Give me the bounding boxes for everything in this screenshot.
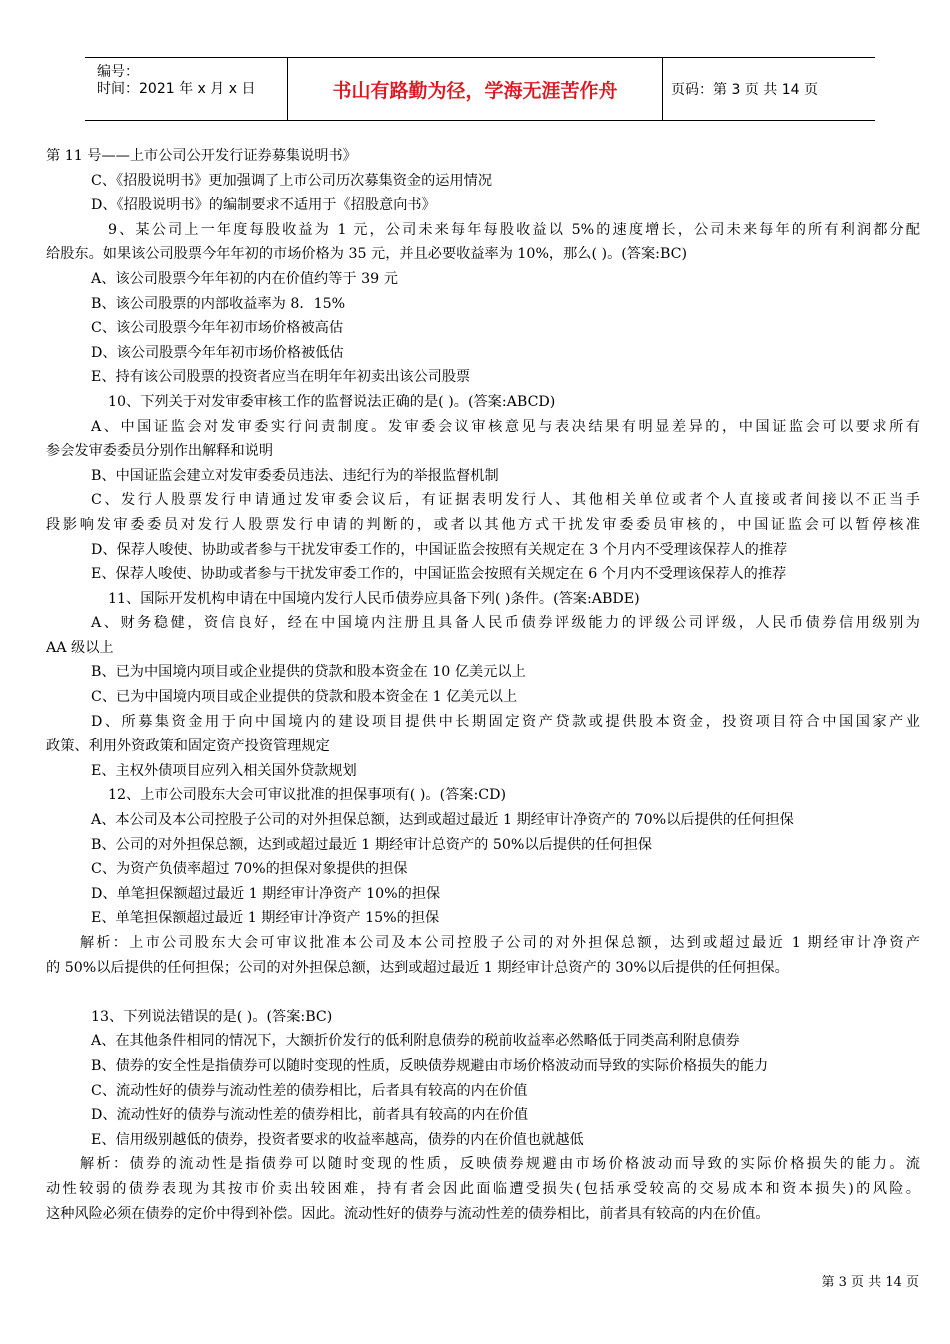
text-line: 段影响发审委委员对发行人股票发行申请的判断的，或者以其他方式干扰发审委委员审核的，中国证监会可以暂停核准	[46, 516, 920, 533]
blank-line	[46, 980, 920, 1005]
text-line: E、保荐人唆使、协助或者参与干扰发审委工作的，中国证监会按照有关规定在 6 个月内不受理该保荐人的推荐	[91, 566, 787, 583]
text-line: D、单笔担保额超过最近 1 期经审计净资产 10%的担保	[91, 885, 441, 902]
text-line: 解析：上市公司股东大会可审议批准本公司及本公司控股子公司的对外担保总额，达到或超过最近 1 期经审计净资产	[80, 935, 920, 951]
text-line: 的 50%以后提供的任何担保；公司的对外担保总额，达到或超过最近 1 期经审计总资产的 30%以后提供的任何担保。	[46, 959, 789, 976]
text-line: C、该公司股票今年年初市场价格被高估	[91, 320, 344, 337]
header-motto: 书山有路勤为径，学海无涯苦作舟	[332, 79, 618, 102]
text-line: 动性较弱的债券表现为其按市价卖出较困难，持有者会因此面临遭受损失(包括承受较高的交易成本和资本损失)的风险。	[46, 1180, 920, 1197]
header-motto-cell	[287, 58, 663, 120]
text-line: A、财务稳健，资信良好，经在中国境内注册且具备人民币债券评级能力的评级公司评级，人民币债券信用级别为	[91, 615, 920, 632]
header-meta-cell	[85, 58, 285, 120]
page-header	[85, 57, 875, 121]
text-line: A、该公司股票今年年初的内在价值约等于 39 元	[91, 270, 398, 287]
header-page-cell	[663, 58, 875, 120]
text-line: D、保荐人唆使、协助或者参与干扰发审委工作的，中国证监会按照有关规定在 3 个月内不受理该保荐人的推荐	[91, 541, 788, 558]
text-line: 13、下列说法错误的是( )。(答案:BC)	[91, 1008, 333, 1025]
text-line: 11、国际开发机构申请在中国境内发行人民币债券应具备下列( )条件。(答案:ABDE)	[108, 590, 640, 607]
text-line: A、本公司及本公司控股子公司的对外担保总额，达到或超过最近 1 期经审计净资产的 70%以后提供的任何担保	[91, 812, 794, 829]
text-line: E、单笔担保额超过最近 1 期经审计净资产 15%的担保	[91, 910, 440, 927]
text-line: 第 11 号——上市公司公开发行证券募集说明书》	[46, 148, 357, 164]
document-time-label: 时间：2021 年 x 月 x 日	[97, 81, 256, 97]
header-page-number: 页码：第 3 页 共 14 页	[671, 82, 818, 98]
text-line: C、为资产负债率超过 70%的担保对象提供的担保	[91, 861, 408, 878]
text-line: 9、某公司上一年度每股收益为 1 元，公司未来每年每股收益以 5%的速度增长，公司未来每年的所有利润都分配	[108, 221, 920, 238]
text-line: E、持有该公司股票的投资者应当在明年年初卖出该公司股票	[91, 369, 471, 386]
text-line: C、已为中国境内项目或企业提供的贷款和股本资金在 1 亿美元以上	[91, 689, 518, 706]
text-line: B、中国证监会建立对发审委委员违法、违纪行为的举报监督机制	[91, 467, 499, 484]
text-line: 政策、利用外资政策和固定资产投资管理规定	[46, 738, 330, 755]
text-line: 参会发审委委员分别作出解释和说明	[46, 443, 274, 460]
text-line: A、在其他条件相同的情况下，大额折价发行的低利附息债券的税前收益率必然略低于同类高利附息债券	[91, 1033, 740, 1050]
text-line: 12、上市公司股东大会可审议批准的担保事项有( )。(答案:CD)	[108, 787, 507, 804]
text-line: D、所募集资金用于向中国境内的建设项目提供中长期固定资产贷款或提供股本资金，投资项目符合中国国家产业	[91, 713, 920, 730]
text-line: B、该公司股票的内部收益率为 8．15%	[91, 295, 346, 312]
text-line: C、流动性好的债券与流动性差的债券相比，后者具有较高的内在价值	[91, 1082, 528, 1099]
text-line: AA 级以上	[46, 639, 114, 656]
text-line: 解析：债券的流动性是指债券可以随时变现的性质，反映债券规避由市场价格波动而导致的实际价格损失的能力。流	[80, 1156, 920, 1173]
text-line: B、已为中国境内项目或企业提供的贷款和股本资金在 10 亿美元以上	[91, 664, 526, 681]
footer-page-number: 第 3 页 共 14 页	[821, 1275, 919, 1290]
text-line: E、主权外债项目应列入相关国外贷款规划	[91, 762, 357, 779]
text-line: C、发行人股票发行申请通过发审委会议后，有证据表明发行人、其他相关单位或者个人直接或者间接以不正当手	[91, 492, 920, 509]
document-body	[46, 144, 920, 1226]
text-line: 这种风险必须在债券的定价中得到补偿。因此。流动性好的债券与流动性差的债券相比，前者具有较高的内在价值。	[46, 1205, 770, 1222]
text-line: E、信用级别越低的债券，投资者要求的收益率越高，债券的内在价值也就越低	[91, 1131, 584, 1148]
text-line: D、流动性好的债券与流动性差的债券相比，前者具有较高的内在价值	[91, 1107, 529, 1124]
text-line: D、该公司股票今年年初市场价格被低估	[91, 344, 344, 361]
text-line: B、公司的对外担保总额，达到或超过最近 1 期经审计总资产的 50%以后提供的任何担保	[91, 836, 653, 853]
text-line: C、《招股说明书》更加强调了上市公司历次募集资金的运用情况	[91, 172, 493, 189]
text-line: 10、下列关于对发审委审核工作的监督说法正确的是( )。(答案:ABCD)	[108, 393, 556, 410]
text-line: A、中国证监会对发审委实行问责制度。发审委会议审核意见与表决结果有明显差异的，中国证监会可以要求所有	[91, 418, 920, 435]
document-number-label: 编号：	[97, 64, 139, 80]
text-line: B、债券的安全性是指债券可以随时变现的性质，反映债券规避由市场价格波动而导致的实际价格损失的能力	[91, 1057, 769, 1074]
text-line: 给股东。如果该公司股票今年年初的市场价格为 35 元，并且必要收益率为 10%，那么( )。(答案:BC)	[46, 246, 688, 263]
text-line: D、《招股说明书》的编制要求不适用于《招股意向书》	[91, 197, 436, 214]
